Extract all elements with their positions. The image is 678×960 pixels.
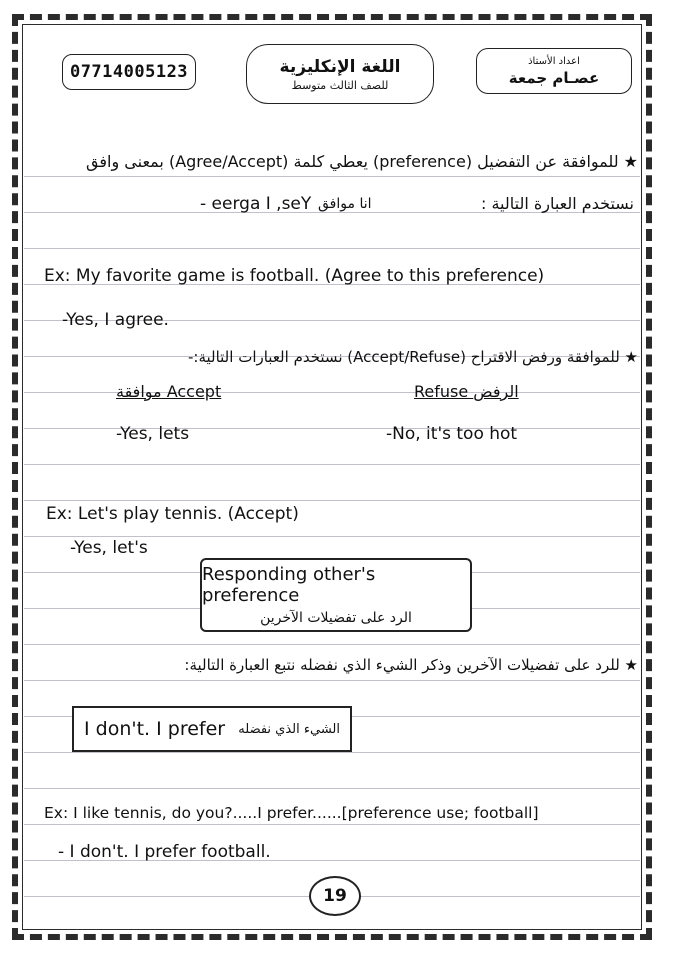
ruled-line [24, 248, 640, 249]
author-label: اعداد الأستاذ [528, 55, 580, 67]
subject-box [246, 44, 434, 104]
example-3: Ex: I like tennis, do you?.....I prefer......[preference use; football] [44, 804, 539, 822]
ruled-lines [24, 140, 640, 920]
responding-title-arabic: الرد على تفضيلات الآخرين [260, 610, 412, 626]
page-number [309, 876, 361, 916]
ruled-line [24, 644, 640, 645]
ruled-line [24, 680, 640, 681]
accept-example: -Yes, lets [116, 424, 190, 444]
ruled-line [24, 824, 640, 825]
example-1: Ex: My favorite game is football. (Agree to this preference) [44, 266, 545, 286]
author-box [476, 48, 632, 94]
ruled-line [24, 464, 640, 465]
prefer-phrase-arabic: الشيء الذي نفضله [238, 721, 340, 737]
page-number-text: 19 [323, 886, 347, 906]
example-1-answer: -Yes, I agree. [62, 310, 169, 330]
responding-title: Responding other's preference [202, 564, 376, 606]
phone-number-box [62, 54, 196, 90]
phone-number: 07714005123 [69, 62, 189, 82]
refuse-heading: Refuse الرفض [414, 382, 519, 401]
ruled-line [24, 176, 640, 177]
phrase-arabic-meaning: انا موافق [318, 196, 372, 212]
refuse-example: -No, it's too hot [386, 424, 518, 444]
phrase-intro: نستخدم العبارة التالية : [481, 194, 634, 213]
rule-line-respond: ★ للرد على تفضيلات الآخرين وذكر الشيء الذي نفضله نتبع العبارة التالية: [184, 656, 638, 674]
prefer-phrase: I don't. I prefer [84, 718, 226, 740]
rule-line-accept-refuse: ★ للموافقة ورفض الاقتراح (Accept/Refuse) نستخدم العبارات التالية:- [187, 348, 638, 366]
subject-title: اللغة الإنكليزية [279, 56, 401, 77]
example-3-answer: - I don't. I prefer football. [58, 842, 271, 862]
author-name: عصـام جمعة [508, 68, 600, 87]
responding-title-box [200, 558, 472, 632]
accept-heading: موافقة Accept [116, 382, 222, 401]
phrase-yes-agree: Yes, I agree - [200, 194, 312, 214]
ruled-line [24, 500, 640, 501]
example-2: Ex: Let's play tennis. (Accept) [46, 504, 299, 524]
prefer-phrase-box [72, 706, 352, 752]
ruled-line [24, 788, 640, 789]
subject-grade: للصف الثالث متوسط [291, 78, 389, 92]
rule-line-agree: ★ للموافقة عن التفضيل (preference) يعطي كلمة (Agree/Accept) بمعنى وافق [86, 152, 638, 171]
ruled-line [24, 752, 640, 753]
ruled-line [24, 536, 640, 537]
example-2-answer: -Yes, let's [70, 538, 148, 558]
